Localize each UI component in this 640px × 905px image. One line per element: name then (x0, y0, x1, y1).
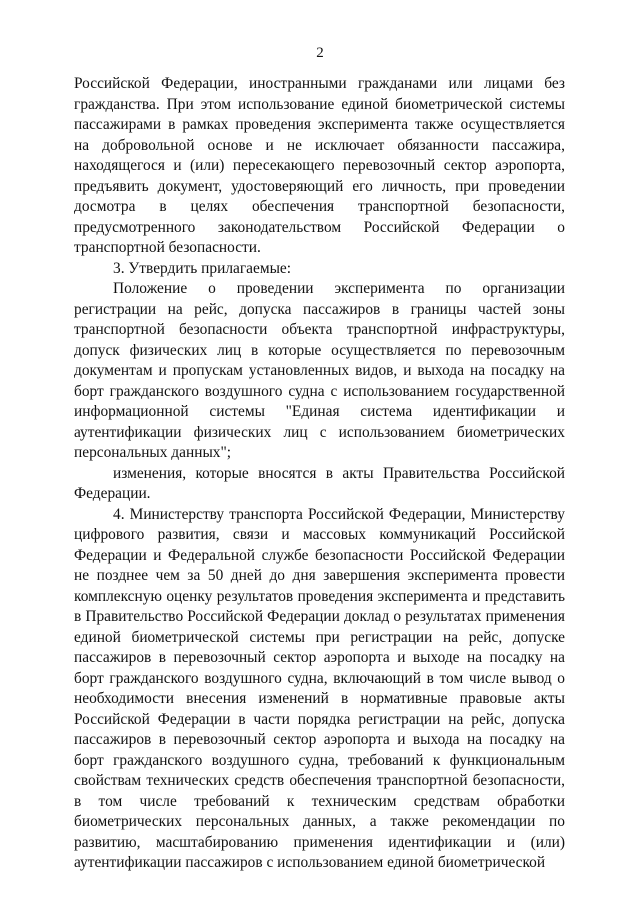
document-body (74, 74, 565, 874)
paragraph-continuation: Российской Федерации, иностранными гражданами или лицами без гражданства. При этом использование единой биометрической системы пассажирами в рамках проведения эксперимента также осуществляется на добровольной основе и не исключает обязанности пассажира, находящегося и (или) пересекающего перевозочный сектор аэропорта, предъявить документ, удостоверяющий его личность, при проведении досмотра в целях обеспечения транспортной безопасности, предусмотренного законодательством Российской Федерации о транспортной безопасности. (74, 75, 565, 256)
page-number: 2 (316, 45, 324, 61)
paragraph-item-3: 3. Утвердить прилагаемые: (113, 259, 292, 277)
paragraph-item-4: 4. Министерству транспорта Российской Федерации, Министерству цифрового развития, связи и массовых коммуникаций Российской Федерации и Федеральной службе безопасности Российской Федерации не позднее чем за 50 дней до дня завершения эксперимента провести комплексную оценку результатов проведения эксперимента и представить в Правительство Российской Федерации доклад о результатах применения единой биометрической системы при регистрации на рейс, допуске пассажиров в перевозочный сектор аэропорта и выходе на посадку на борт гражданского воздушного судна, включающий в том числе вывод о необходимости внесения изменений в нормативные правовые акты Российской Федерации в части порядка регистрации на рейс, допуска пассажиров в перевозочный сектор аэропорта и выхода на посадку на борт гражданского воздушного судна, требований к функциональным свойствам технических средств обеспечения транспортной безопасности, в том числе требований к техническим средствам обработки биометрических персональных данных, а также рекомендации по развитию, масштабированию применения идентификации и (или) аутентификации пассажиров с использованием единой биометрической (74, 505, 565, 871)
paragraph-amendments: изменения, которые вносятся в акты Правительства Российской Федерации. (74, 464, 565, 502)
paragraph-regulation-title: Положение о проведении эксперимента по организации регистрации на рейс, допуска пассажиров в границы частей зоны транспортной безопасности объекта транспортной инфраструктуры, допуск физических лиц в которые осуществляется по перевозочным документам и пропускам установленных видов, и выхода на посадку на борт гражданского воздушного судна с использованием государственной информационной системы "Единая система идентификации и аутентификации физических лиц с использованием биометрических персональных данных"; (74, 280, 565, 461)
